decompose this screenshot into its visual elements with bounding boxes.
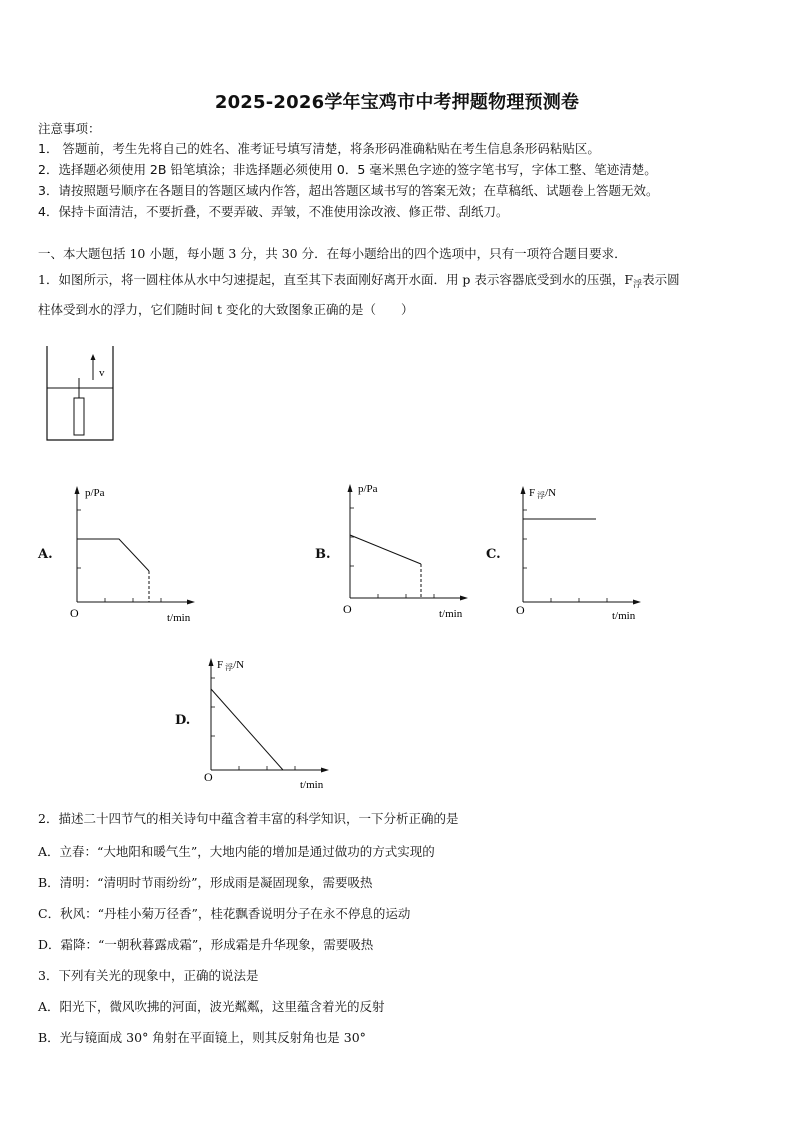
question-1-text-a: 1．如图所示，将一圆柱体从水中匀速提起，直至其下表面刚好离开水面．用 p 表示容器底受到水的压强，F bbox=[38, 272, 634, 287]
velocity-arrowhead-icon bbox=[91, 354, 96, 360]
y-label-d-unit: /N bbox=[233, 659, 245, 671]
y-label-c-unit: /N bbox=[545, 487, 557, 499]
y-label-d-sub: 浮 bbox=[225, 663, 234, 672]
graph-c bbox=[511, 480, 651, 625]
origin-b: O bbox=[343, 602, 352, 616]
cylinder bbox=[74, 398, 84, 435]
option-c-label[interactable]: C. bbox=[486, 547, 501, 562]
option-a-label[interactable]: A. bbox=[38, 547, 53, 562]
y-label-d-main: F bbox=[217, 659, 224, 671]
graph-a bbox=[65, 480, 205, 625]
x-label-a: t/min bbox=[167, 612, 191, 624]
y-label-c-main: F bbox=[529, 487, 536, 499]
option-b-label[interactable]: B. bbox=[315, 547, 331, 562]
question-2-stem: 2．描述二十四节气的相关诗句中蕴含着丰富的科学知识，一下分析正确的是 bbox=[38, 811, 459, 826]
x-axis-arrow-icon bbox=[321, 768, 329, 773]
question-1-subscript: 浮 bbox=[633, 280, 643, 290]
origin-c: O bbox=[516, 603, 525, 617]
notice-item-2: 2．选择题必须使用 2B 铅笔填涂；非选择题必须使用 0．5 毫米黑色字迹的签字笔书写，字体工整、笔迹清楚。 bbox=[38, 162, 657, 177]
notice-item-3: 3．请按照题号顺序在各题目的答题区域内作答，超出答题区域书写的答案无效；在草稿纸、试题卷上答题无效。 bbox=[38, 183, 659, 198]
option-d-label[interactable]: D. bbox=[175, 713, 191, 728]
question-2-option-d[interactable]: D．霜降：“一朝秋暮露成霜”，形成霜是升华现象，需要吸热 bbox=[38, 937, 374, 952]
question-2-option-c[interactable]: C．秋风：“丹桂小菊万径香”，桂花飘香说明分子在永不停息的运动 bbox=[38, 906, 411, 921]
notice-item-1: 1． 答题前，考生先将自己的姓名、准考证号填写清楚，将条形码准确粘贴在考生信息条形码粘贴区。 bbox=[38, 141, 600, 156]
graph-d bbox=[199, 652, 339, 797]
question-1-line-1 bbox=[38, 272, 680, 293]
question-2-option-b[interactable]: B．清明：“清明时节雨纷纷”，形成雨是凝固现象，需要吸热 bbox=[38, 875, 373, 890]
y-label-d bbox=[217, 659, 244, 672]
y-label-c-sub: 浮 bbox=[537, 491, 546, 500]
y-axis-arrow-icon bbox=[75, 486, 80, 494]
container-figure bbox=[40, 340, 120, 446]
pressure-line-a bbox=[77, 539, 149, 571]
buoyancy-line-d bbox=[211, 689, 283, 770]
question-1-text-b: 表示圆 bbox=[642, 272, 680, 287]
x-label-b: t/min bbox=[439, 608, 463, 620]
x-axis-arrow-icon bbox=[460, 596, 468, 601]
question-3-option-b[interactable]: B．光与镜面成 30° 角射在平面镜上，则其反射角也是 30° bbox=[38, 1030, 366, 1045]
question-2-option-a[interactable]: A．立春：“大地阳和暖气生”，大地内能的增加是通过做功的方式实现的 bbox=[38, 844, 435, 859]
y-axis-arrow-icon bbox=[348, 484, 353, 492]
notice-heading: 注意事项： bbox=[38, 121, 101, 136]
y-axis-arrow-icon bbox=[521, 486, 526, 494]
pressure-line-b bbox=[350, 535, 421, 564]
y-axis-arrow-icon bbox=[209, 658, 214, 666]
x-label-d: t/min bbox=[300, 779, 324, 791]
origin-d: O bbox=[204, 770, 213, 784]
x-label-c: t/min bbox=[612, 610, 636, 622]
notice-item-4: 4．保持卡面清洁，不要折叠，不要弄破、弄皱，不准使用涂改液、修正带、刮纸刀。 bbox=[38, 204, 509, 219]
section-heading: 一、本大题包括 10 小题，每小题 3 分，共 30 分．在每小题给出的四个选项中，只有一项符合题目要求． bbox=[38, 246, 627, 261]
y-label-b: p/Pa bbox=[358, 483, 378, 495]
question-1-line-2: 柱体受到水的浮力，它们随时间 t 变化的大致图象正确的是（ ） bbox=[38, 302, 414, 317]
origin-a: O bbox=[70, 606, 79, 620]
page-title: 2025-2026学年宝鸡市中考押题物理预测卷 bbox=[214, 92, 580, 113]
x-axis-arrow-icon bbox=[633, 600, 641, 605]
y-label-a: p/Pa bbox=[85, 487, 105, 499]
x-axis-arrow-icon bbox=[187, 600, 195, 605]
question-3-stem: 3．下列有关光的现象中，正确的说法是 bbox=[38, 968, 259, 983]
question-3-option-a[interactable]: A．阳光下，微风吹拂的河面，波光粼粼，这里蕴含着光的反射 bbox=[38, 999, 385, 1014]
velocity-label: v bbox=[99, 367, 105, 379]
y-label-c bbox=[529, 487, 556, 500]
graph-b bbox=[338, 476, 478, 621]
